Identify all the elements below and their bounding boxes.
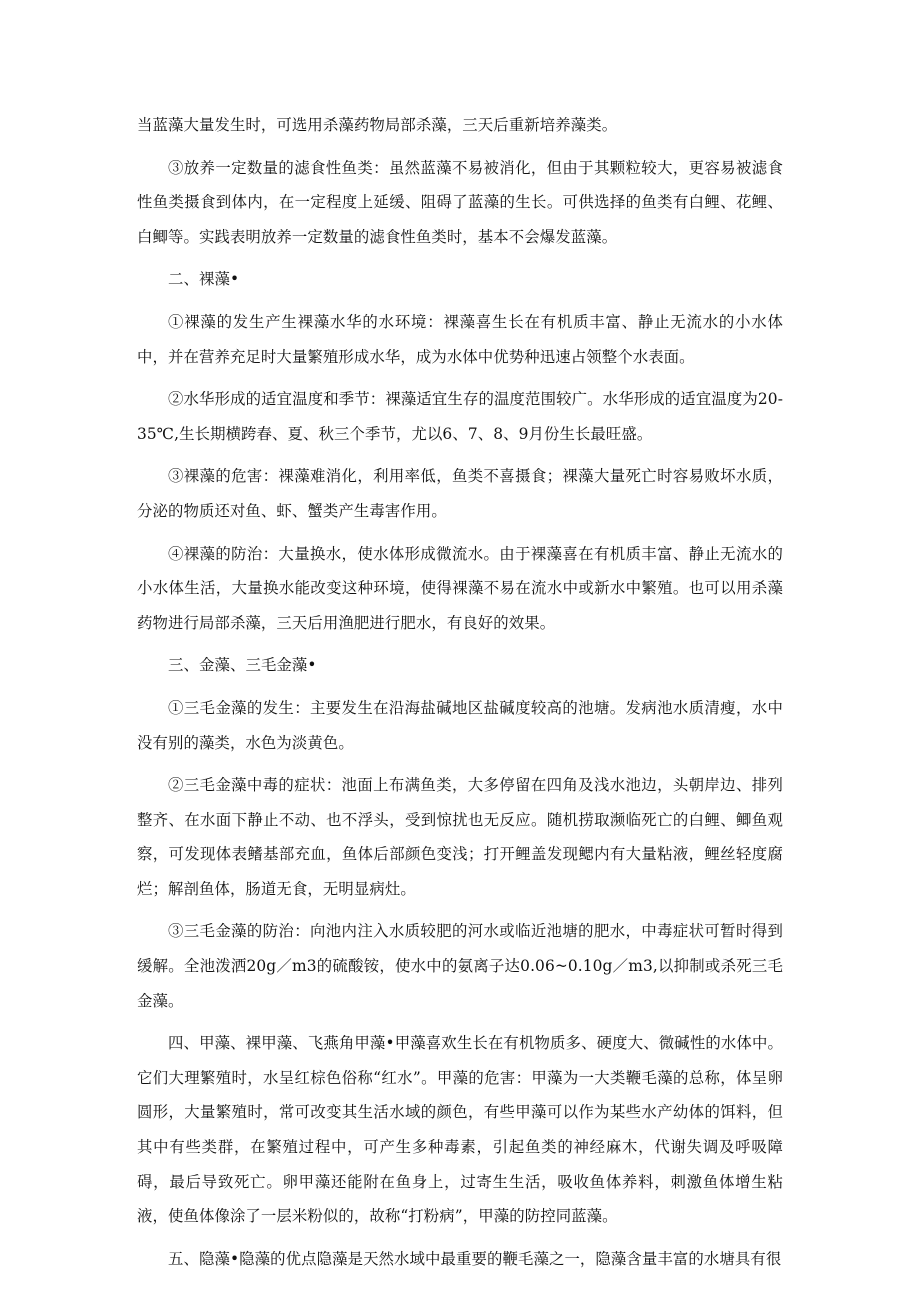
paragraph-euglena-control: ④裸藻的防治：大量换水，使水体形成微流水。由于裸藻喜在有机质丰富、静止无流水的小水体生活，大量换水能改变这种环境，使得裸藻不易在流水中或新水中繁殖。也可以用杀藻药物进行局部杀藻，三天后用渔肥进行肥水，有良好的效果。 xyxy=(137,544,783,632)
paragraph-continuation: 当蓝藻大量发生时，可选用杀藻药物局部杀藻，三天后重新培养藻类。 xyxy=(137,116,618,134)
section-heading-golden-algae: 三、金藻、三毛金藻• xyxy=(168,656,317,675)
paragraph-euglena-harm: ③裸藻的危害：裸藻难消化，利用率低，鱼类不喜摄食；裸藻大量死亡时容易败坏水质，分泌的物质还对鱼、虾、蟹类产生毒害作用。 xyxy=(137,467,783,520)
paragraph-prymnesium-occurrence: ①三毛金藻的发生：主要发生在沿海盐碱地区盐碱度较高的池塘。发病池水质清瘦，水中没有别的藻类，水色为淡黄色。 xyxy=(137,698,783,752)
paragraph-cryptomonas: 五、隐藻•隐藻的优点隐藻是天然水域中最重要的鞭毛藻之一，隐藻含量丰富的水塘具有很 xyxy=(168,1249,782,1268)
document-body xyxy=(137,108,783,1284)
section-heading-euglena: 二、裸藻• xyxy=(168,270,240,289)
paragraph-euglena-temperature: ②水华形成的适宜温度和季节：裸藻适宜生存的温度范围较广。水华形成的适宜温度为20-35℃,生长期横跨春、夏、秋三个季节，尤以6、7、8、9月份生长最旺盛。 xyxy=(137,390,783,443)
paragraph-prymnesium-symptoms: ②三毛金藻中毒的症状：池面上布满鱼类，大多停留在四角及浅水池边，头朝岸边、排列整齐、在水面下静止不动、也不浮头，受到惊扰也无反应。随机捞取濒临死亡的白鲤、鲫鱼观察，可发现体表鳍基部充血，鱼体后部颜色变浅；打开鲤盖发现鳃内有大量粘液，鲤丝轻度腐烂；解剖鱼体，肠道无食，无明显病灶。 xyxy=(137,776,783,898)
paragraph-euglena-occurrence: ①裸藻的发生产生裸藻水华的水环境：裸藻喜生长在有机质丰富、静止无流水的小水体中，并在营养充足时大量繁殖形成水华，成为水体中优势种迅速占领整个水表面。 xyxy=(137,312,783,366)
paragraph-prymnesium-control: ③三毛金藻的防治：向池内注入水质较肥的河水或临近池塘的肥水，中毒症状可暂时得到缓解。全池泼洒20g／m3的硫酸铵，使水中的氨离子达0.06~0.10g／m3,以抑制或杀死三毛金藻。 xyxy=(137,922,783,1010)
paragraph-filter-feeding-fish: ③放养一定数量的滤食性鱼类：虽然蓝藻不易被消化，但由于其颗粒较大，更容易被滤食性鱼类摄食到体内，在一定程度上延缓、阻碍了蓝藻的生长。可供选择的鱼类有白鲤、花鲤、白鲫等。实践表明放养一定数量的滤食性鱼类时，基本不会爆发蓝藻。 xyxy=(137,158,783,246)
paragraph-dinoflagellates: 四、甲藻、裸甲藻、飞燕角甲藻•甲藻喜欢生长在有机物质多、硬度大、微碱性的水体中。它们大理繁殖时，水呈红棕色俗称“红水”。甲藻的危害：甲藻为一大类鞭毛藻的总称，体呈卵圆形，大量繁殖时，常可改变其生活水域的颜色，有些甲藻可以作为某些水产幼体的饵料，但其中有些类群，在繁殖过程中，可产生多种毒素，引起鱼类的神经麻木，代谢失调及呼吸障碍，最后导致死亡。卵甲藻还能附在鱼身上，过寄生生活，吸收鱼体养料，刺激鱼体增生粘液，使鱼体像涂了一层米粉似的，故称“打粉病”，甲藻的防控同蓝藻。 xyxy=(137,1034,783,1226)
